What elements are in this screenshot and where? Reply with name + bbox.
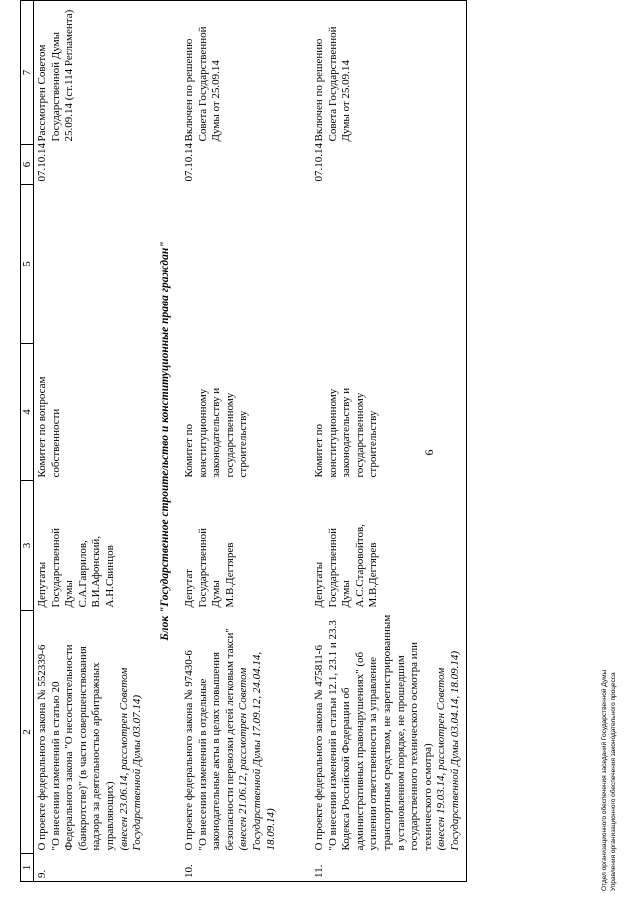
table-row xyxy=(181,1,311,882)
column-header-4: 4 xyxy=(21,344,34,481)
status-cell: Включен по решению Совета Государственной Думы от 25.09.14 xyxy=(311,1,466,145)
row-number: 9. xyxy=(34,854,152,882)
bill-description: "О внесении изменений в отдельные законодательные акты в целях повышения безопасности перевозки детей легковым такси" xyxy=(196,628,236,851)
committee-cell: Комитет по конституционному законодательству и государственному строительству xyxy=(183,387,250,478)
footer-line: Управления организационного обеспечения законодательного процесса xyxy=(610,672,617,891)
authors-cell xyxy=(181,481,311,611)
row-number: 10. xyxy=(181,854,311,882)
author-line: Думы xyxy=(340,580,353,608)
authors-cell xyxy=(34,481,152,611)
column-header-5: 5 xyxy=(21,185,34,344)
author-line: Государственной xyxy=(49,527,62,608)
date-cell: 07.10.14 xyxy=(183,143,196,182)
author-line: В.И.Афонский, xyxy=(90,535,103,608)
author-line: Думы xyxy=(210,580,223,608)
column-header-6: 6 xyxy=(21,145,34,185)
bill-submission-note: (внесен 21.06.12, рассмотрен Советом Государственной Думы 17.09.12, 24.04.14, 18.09.14) xyxy=(237,651,277,851)
status-cell: Включен по решению Совета Государственной Думы от 25.09.14 xyxy=(181,1,311,145)
bill-cell xyxy=(34,611,152,854)
page-footer xyxy=(600,670,618,891)
authors-cell xyxy=(311,481,466,611)
bill-description: "О внесении изменений в статьи 12.1, 23.1 и 23.3 Кодекса Российской Федерации об административных правонарушениях" (об усилении ответственности за управление транспортным средством, не зарегистрированным в установленном порядке, не прошедшим государственного технического осмотра или технического осмотра) xyxy=(326,614,434,851)
row-number: 11. xyxy=(311,854,466,882)
bill-submission-note: (внесен 19.03.14, рассмотрен Советом Государственной Думы 03.04.14, 18.09.14) xyxy=(435,650,462,851)
committee-cell: Комитет по конституционному законодательству и государственному строительству xyxy=(311,344,466,481)
footer-line: Отдел организационного обеспечения заседаний Государственной Думы xyxy=(601,669,608,891)
author-line: Депутаты xyxy=(313,561,326,608)
bill-description: "О внесении изменений в статью 20 Федерального закона "О несостоятельности (банкротстве)" (в части совершенствования надзора за деятельностью арбитражных управляющих) xyxy=(49,644,116,851)
author-line: А.С.Старовойтов, xyxy=(353,524,366,608)
empty-cell xyxy=(311,185,466,344)
table-row xyxy=(34,1,152,882)
author-line: Депутаты xyxy=(36,561,48,608)
column-header-3: 3 xyxy=(21,481,34,611)
author-line: С.А.Гаврилов, xyxy=(76,540,89,608)
column-header-1: 1 xyxy=(21,854,34,882)
status-cell: Рассмотрен Советом Государственной Думы 25.09.14 (ст.114 Регламента) xyxy=(34,1,152,145)
empty-cell xyxy=(34,185,152,344)
bill-title: О проекте федерального закона № 97430-6 xyxy=(183,650,196,851)
empty-cell xyxy=(181,185,311,344)
table-row xyxy=(311,1,466,882)
agenda-table xyxy=(20,0,467,882)
bill-submission-note: (внесен 23.06.14, рассмотрен Советом Государственной Думы 03.07.14) xyxy=(117,667,144,851)
bill-title: О проекте федерального закона № 475811-6 xyxy=(313,645,326,851)
author-line: Государственной xyxy=(326,527,339,608)
column-header-2: 2 xyxy=(21,611,34,854)
author-line: М.В.Дегтярев xyxy=(367,542,380,608)
bill-cell xyxy=(311,611,466,854)
date-cell: 07.10.14 xyxy=(311,145,466,185)
author-line: Депутат xyxy=(183,569,196,608)
committee-cell: Комитет по вопросам собственности xyxy=(36,376,62,478)
column-header-7: 7 xyxy=(21,1,34,145)
bill-title: О проекте федерального закона № 552339-6 xyxy=(36,644,48,851)
section-row xyxy=(152,1,182,882)
author-line: М.В.Дегтярев xyxy=(223,542,236,608)
author-line: Думы xyxy=(63,580,76,608)
author-line: А.Н.Свинцов xyxy=(103,545,116,608)
bill-cell xyxy=(181,611,311,854)
page-number: 6 xyxy=(422,449,436,456)
table-header-row xyxy=(21,1,34,882)
section-title: Блок "Государственное строительство и конституционные права граждан" xyxy=(152,1,182,882)
date-cell: 07.10.14 xyxy=(36,143,48,182)
author-line: Государственной xyxy=(196,527,209,608)
